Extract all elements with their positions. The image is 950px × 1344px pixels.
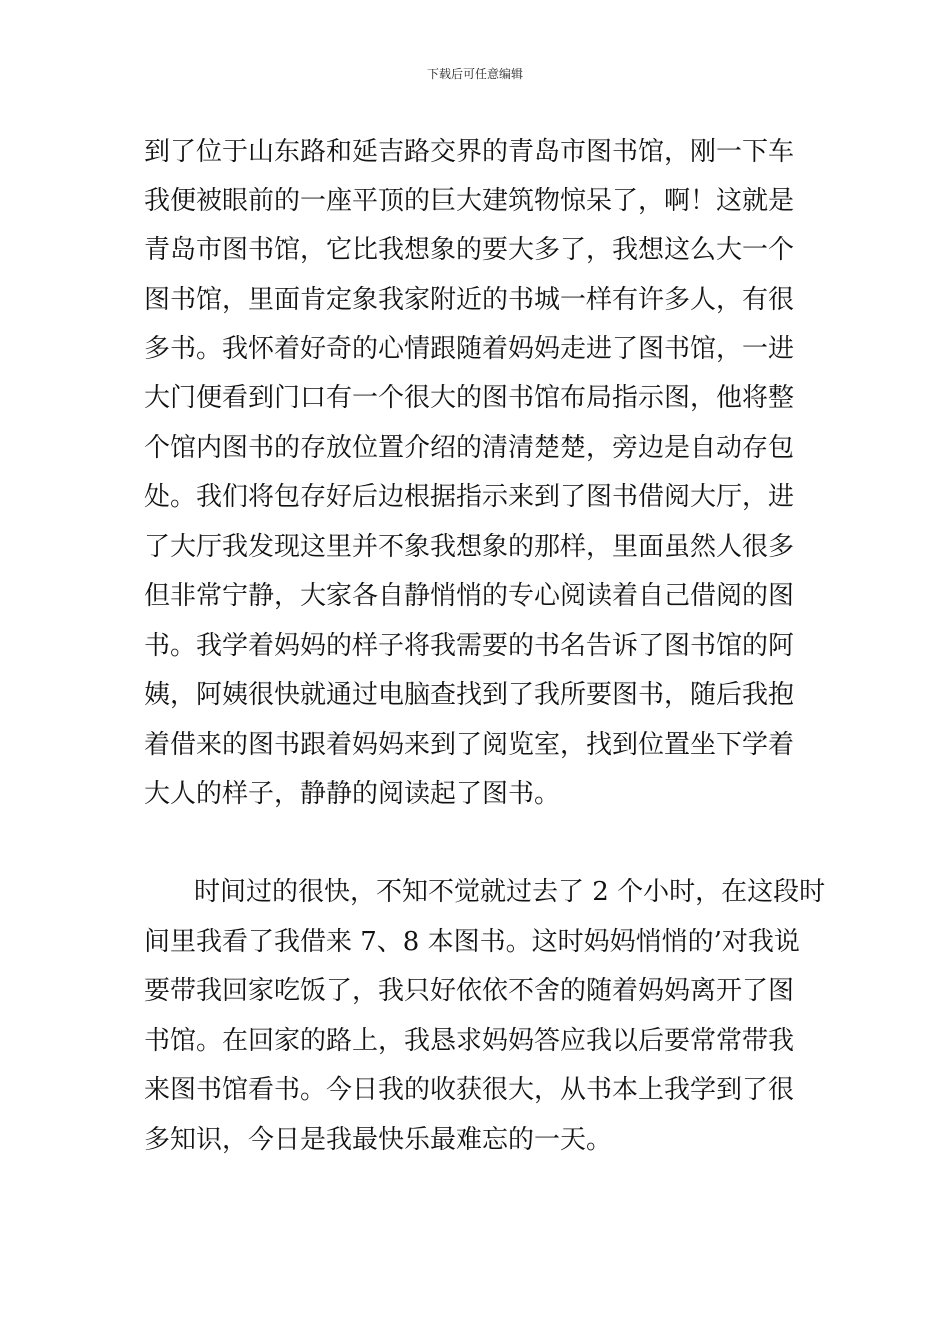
text-line: 个馆内图书的存放位置介绍的清清楚楚，旁边是自动存包 [144, 433, 795, 463]
text-line: 了大厅我发现这里并不象我想象的那样，里面虽然人很多 [144, 532, 795, 562]
text-line: 我便被眼前的一座平顶的巨大建筑物惊呆了，啊！这就是 [144, 186, 795, 216]
text-line: 间里我看了我借来 7、8 本图书。这时妈妈悄悄的’对我说 [144, 927, 800, 957]
text-line: 书。我学着妈妈的样子将我需要的书名告诉了图书馆的阿 [144, 631, 795, 661]
text-line: 着借来的图书跟着妈妈来到了阅览室，找到位置坐下学着 [144, 730, 795, 760]
text-line: 处。我们将包存好后边根据指示来到了图书借阅大厅，进 [144, 482, 795, 512]
text-line: 来图书馆看书。今日我的收获很大，从书本上我学到了很 [144, 1075, 795, 1105]
text-line: 大门便看到门口有一个很大的图书馆布局指示图，他将整 [144, 383, 795, 413]
text-line: 大人的样子，静静的阅读起了图书。 [144, 779, 561, 809]
text-line: 多书。我怀着好奇的心情跟随着妈妈走进了图书馆，一进 [144, 334, 795, 364]
text-line: 时间过的很快，不知不觉就过去了 2 个小时，在这段时 [194, 877, 826, 907]
header-note: 下载后可任意编辑 [426, 67, 523, 81]
text-line: 但非常宁静，大家各自静悄悄的专心阅读着自己借阅的图 [144, 581, 795, 611]
text-line: 图书馆，里面肯定象我家附近的书城一样有许多人，有很 [144, 285, 795, 315]
text-line: 青岛市图书馆，它比我想象的要大多了，我想这么大一个 [144, 235, 795, 265]
text-line: 要带我回家吃饭了，我只好依依不舍的随着妈妈离开了图 [144, 976, 795, 1006]
text-line: 到了位于山东路和延吉路交界的青岛市图书馆，刚一下车 [144, 137, 795, 167]
text-line: 姨，阿姨很快就通过电脑查找到了我所要图书，随后我抱 [144, 680, 795, 710]
text-line: 多知识，今日是我最快乐最难忘的一天。 [144, 1125, 613, 1155]
text-line: 书馆。在回家的路上，我恳求妈妈答应我以后要常常带我 [144, 1026, 795, 1056]
